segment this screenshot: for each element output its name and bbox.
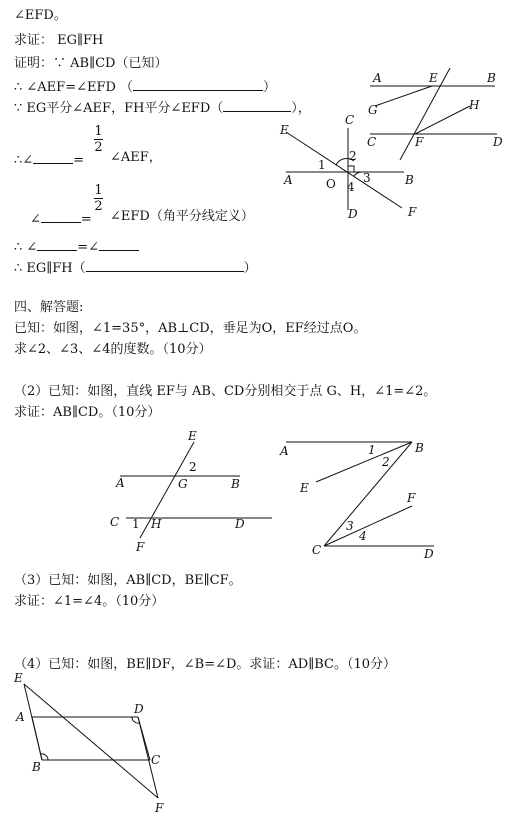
label-f: F [408, 205, 417, 219]
angle-label-1: 1 [318, 158, 326, 172]
label-b: B [32, 760, 41, 774]
step1-close: ） [263, 80, 277, 95]
answer-blank[interactable] [41, 209, 81, 223]
answer-blank[interactable] [133, 77, 263, 91]
line-cf [324, 506, 412, 546]
angle-mark-3 [354, 172, 362, 176]
fraction-denominator: 2 [94, 140, 103, 155]
label-b: B [405, 173, 414, 187]
label-c: C [110, 515, 120, 529]
proof-step-5 [14, 237, 139, 256]
half-fraction [94, 124, 103, 155]
fraction-numerator: 1 [94, 124, 103, 139]
angle-label-2: 2 [349, 149, 357, 163]
label-d: D [134, 702, 144, 716]
fraction-denominator: 2 [94, 199, 103, 214]
label-c: C [367, 135, 377, 149]
angle-label-1: 1 [132, 517, 140, 531]
label-e: E [280, 123, 289, 137]
line-fh [415, 106, 470, 134]
answer-blank[interactable] [37, 237, 77, 251]
figure-q3-zshape [272, 432, 446, 562]
q1-given: 已知：如图，∠1=35°，AB⊥CD，垂足为O，EF经过点O。 [14, 321, 367, 336]
angle-label-4: 4 [347, 180, 355, 194]
label-d: D [424, 547, 434, 561]
label-e: E [14, 671, 23, 685]
label-b: B [487, 71, 496, 85]
label-d: D [348, 207, 358, 221]
right-angle-mark [348, 166, 354, 172]
half-fraction [94, 183, 103, 214]
q3-prove: 求证：∠1=∠4。（10分） [14, 594, 165, 609]
step4-eq: = [80, 212, 92, 227]
step2-close: ）， [291, 101, 311, 116]
label-a: A [373, 71, 382, 85]
label-f: F [407, 491, 416, 505]
label-a: A [16, 710, 25, 724]
line-eg [375, 86, 432, 106]
label-g: G [178, 477, 188, 491]
q2-prove: 求证：AB∥CD。（10分） [14, 405, 161, 420]
label-a: A [284, 173, 293, 187]
line-bc [324, 442, 412, 546]
answer-blank[interactable] [33, 150, 73, 164]
step4-angle: ∠ [30, 212, 41, 227]
angle-label-2: 2 [382, 455, 390, 469]
label-e: E [300, 481, 309, 495]
label-g: G [368, 103, 378, 117]
proof-step-6 [14, 258, 257, 277]
label-d: D [493, 135, 503, 149]
angle-label-4: 4 [359, 529, 367, 543]
label-o: O [326, 177, 336, 191]
step5-b: =∠ [77, 240, 100, 255]
prove-statement: 求证： EG∥FH [14, 33, 104, 48]
label-f: F [415, 135, 424, 149]
label-c: C [151, 753, 161, 767]
section-heading: 四、解答题: [14, 300, 84, 315]
proof-step-2 [14, 98, 311, 117]
label-b: B [231, 477, 240, 491]
step1-text: ∴ ∠AEF=∠EFD （ [14, 80, 134, 95]
label-a: A [116, 476, 125, 490]
proof-step-4 [30, 209, 92, 228]
label-h: H [469, 98, 480, 112]
q2-given: （2）已知：如图，直线 EF与 AB、CD分别相交于点 G、H，∠1=∠2。 [14, 384, 437, 399]
step3-eq: = [73, 153, 85, 168]
label-e: E [429, 71, 438, 85]
step5-a: ∴ ∠ [14, 240, 38, 255]
angle-label-3: 3 [363, 171, 371, 185]
angle-label-2: 2 [189, 460, 197, 474]
answer-blank[interactable] [99, 237, 139, 251]
line-eb [24, 684, 42, 760]
figure-q4-parallelogram [10, 670, 190, 820]
answer-blank[interactable] [86, 258, 244, 272]
line-ef [286, 132, 402, 208]
step6-close: ） [243, 261, 257, 276]
fraction-numerator: 1 [94, 183, 103, 198]
label-f: F [155, 801, 164, 815]
line-be [316, 442, 412, 482]
label-d: D [235, 517, 245, 531]
step3-suffix: ∠AEF， [110, 150, 162, 165]
label-e: E [188, 429, 197, 443]
answer-blank[interactable] [223, 98, 291, 112]
q4-statement: （4）已知：如图，BE∥DF，∠B=∠D。求证：AD∥BC。（10分） [14, 657, 397, 672]
proof-start: 证明：∵ AB∥CD（已知） [14, 56, 168, 71]
angle-label-3: 3 [346, 519, 354, 533]
label-f: F [136, 540, 145, 554]
line-efd: ∠EFD。 [14, 8, 67, 23]
step4-suffix: ∠EFD（角平分线定义） [110, 209, 254, 224]
figure-q2-transversal [108, 426, 280, 556]
label-b: B [415, 441, 424, 455]
label-c: C [345, 113, 355, 127]
angle-label-1: 1 [368, 443, 376, 457]
label-c: C [312, 543, 322, 557]
proof-step-3 [14, 150, 84, 169]
step2-text: ∵ EG平分∠AEF，FH平分∠EFD（ [14, 101, 224, 116]
proof-step-1 [14, 77, 276, 96]
step6-text: ∴ EG∥FH（ [14, 261, 86, 276]
label-a: A [280, 444, 289, 458]
q1-ask: 求∠2、∠3、∠4的度数。（10分） [14, 342, 212, 357]
label-h: H [151, 517, 162, 531]
step3-angle: ∴∠ [14, 153, 34, 168]
q3-given: （3）已知：如图，AB∥CD，BE∥CF。 [14, 573, 242, 588]
figure-perpendicular-cross [272, 112, 420, 224]
